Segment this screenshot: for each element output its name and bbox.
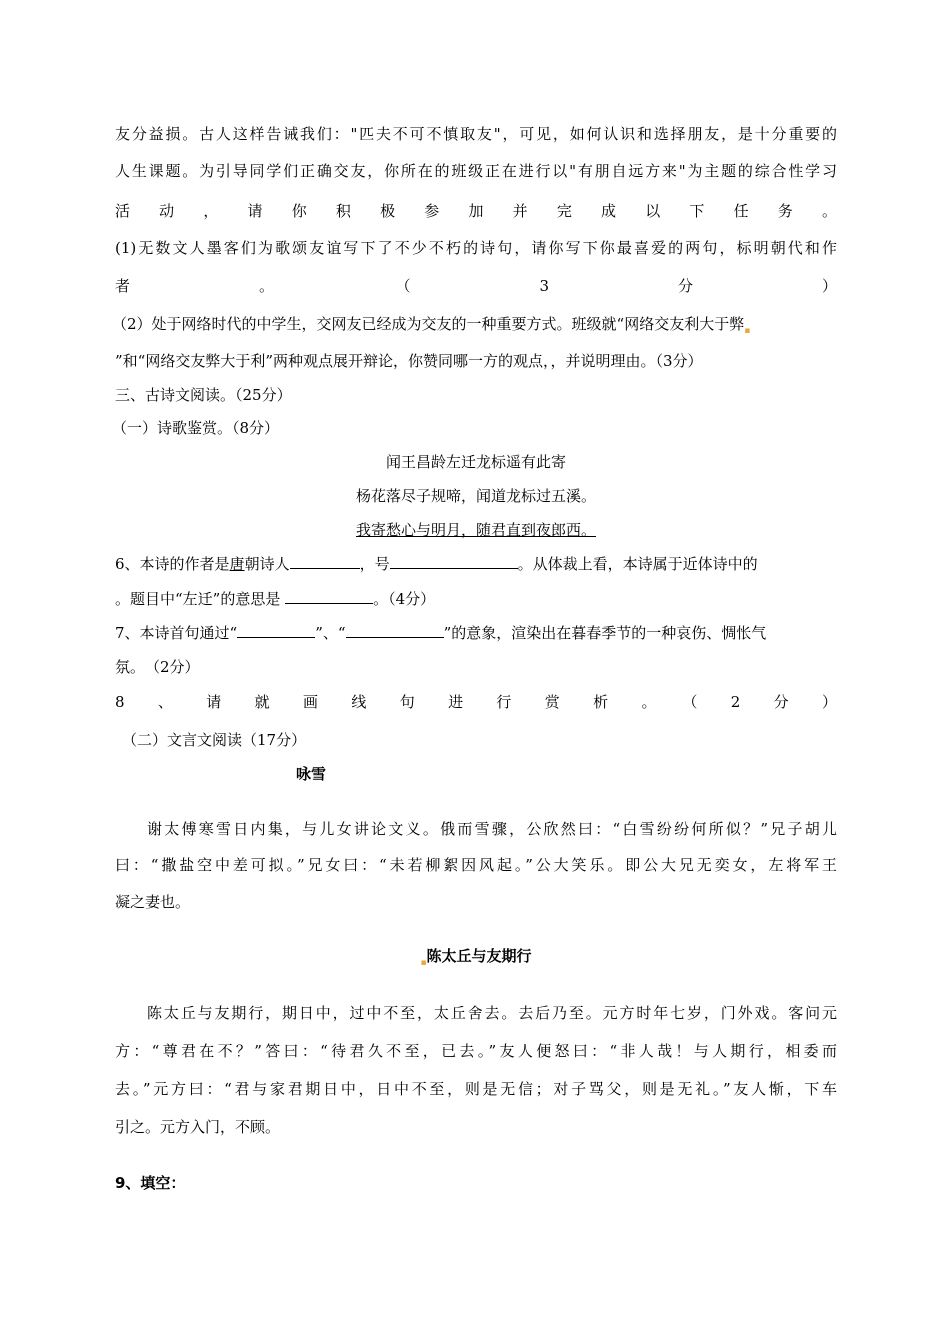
q6-text-a: 6、本诗的作者是 <box>115 555 230 573</box>
question-2-line-2: ”和“网络交友弊大于利”两种观点展开辩论，你赞同哪一方的观点，，并说明理由。（3分） <box>115 352 703 370</box>
q6-line2-text-a: 。题目中“左迁”的意思是 <box>115 590 281 608</box>
q7-text-b: ”、“ <box>315 624 346 642</box>
poem-line-1: 杨花落尽子规啼，闻道龙标过五溪。 <box>355 487 596 505</box>
question-1-line-1: (1)无数文人墨客们为歌颂友谊写下了不少不朽的诗句，请你写下你最喜爱的两句，标明朝代和作 <box>115 239 837 257</box>
q7-text-c: ”的意象，渲染出在暮春季节的一种哀伤、惆怅气 <box>443 624 767 642</box>
q6-text-d: ，号 <box>359 555 390 573</box>
q7-blank-1[interactable] <box>237 622 315 638</box>
q6-blank-poet[interactable] <box>290 553 360 569</box>
question-9-label: 9、填空： <box>115 1174 186 1192</box>
text-2-title-text: 陈太丘与友期行 <box>426 947 532 965</box>
q6-blank-meaning[interactable] <box>285 588 373 604</box>
q6-text-c: 朝诗人 <box>244 555 290 573</box>
question-8: 8、请就画线句进行赏析。（2分） <box>115 693 837 711</box>
section-3-title: 三、古诗文阅读。（25分） <box>115 386 292 404</box>
q6-line2-text-b: 。（4分） <box>373 590 436 608</box>
text-1-title: 咏雪 <box>296 765 327 783</box>
poetry-subsection-title: （一）诗歌鉴赏。（8分） <box>112 419 280 437</box>
question-7-line-2: 氛。 （2分） <box>115 658 200 676</box>
question-1-line-2: 者。（3分） <box>115 277 837 295</box>
q6-text-f: 诗中的 <box>712 555 758 573</box>
text-1-line-3: 凝之妻也。 <box>115 893 191 911</box>
text-1-line-2: 曰：“撒盐空中差可拟。”兄女曰：“未若柳絮因风起。”公大笑乐。即公大兄无奕女，左将军王 <box>115 856 837 874</box>
q7-text-a: 7、本诗首句通过“ <box>115 624 238 642</box>
q6-text-b: 唐 <box>229 555 245 573</box>
question-6-line-1 <box>115 553 837 574</box>
q6-blank-title[interactable] <box>390 553 518 569</box>
poem-title <box>115 452 837 472</box>
q7-blank-2[interactable] <box>346 622 444 638</box>
intro-line-1: 友分益损。古人这样告诫我们："匹夫不可不慎取友"，可见，如何认识和选择朋友，是十分重要的 <box>115 125 837 143</box>
question-2-line-1 <box>112 314 834 341</box>
text-2-line-4: 引之。元方入门，不顾。 <box>115 1118 281 1136</box>
text-2-line-2: 方：“尊君在不？”答曰：“待君久不至，已去。”友人便怒曰：“非人哉！与人期行，相委而 <box>115 1042 837 1060</box>
poem-line-2-underlined: 我寄愁心与明月，随君直到夜郎西。 <box>355 521 596 539</box>
q6-text-e: 。从体裁上看，本诗属于近体 <box>517 555 713 573</box>
text-2-line-3: 去。”元方曰：“君与家君期日中，日中不至，则是无信；对子骂父，则是无礼。”友人惭，下车 <box>115 1080 837 1098</box>
text-1-line-1: 谢太傅寒雪日内集，与儿女讲论文义。俄而雪骤，公欣然曰：“白雪纷纷何所似？”兄子胡儿 <box>147 820 837 838</box>
text-2-line-1: 陈太丘与友期行，期日中，过中不至，太丘舍去。去后乃至。元方时年七岁，门外戏。客问元 <box>147 1004 837 1022</box>
intro-line-3: 活动，请你积极参加并完成以下任务。 <box>115 202 837 220</box>
edit-mark-icon: ▪ <box>420 958 427 968</box>
poem-title-text: 闻王昌龄左迁龙标遥有此寄 <box>385 453 566 471</box>
question-2-line-1-text: （2）处于网络时代的中学生，交网友已经成为交友的一种重要方式。班级就“网络交友利大于弊 <box>112 315 745 333</box>
text-2-title <box>115 946 837 973</box>
question-7-line-1 <box>115 622 837 643</box>
edit-mark-icon: ▪ <box>744 326 751 336</box>
classical-subsection-title: （二）文言文阅读（17分） <box>122 731 307 749</box>
question-6-line-2 <box>115 588 837 609</box>
intro-line-2: 人生课题。为引导同学们正确交友，你所在的班级正在进行以"有朋自远方来"为主题的综合性学习 <box>115 162 837 180</box>
